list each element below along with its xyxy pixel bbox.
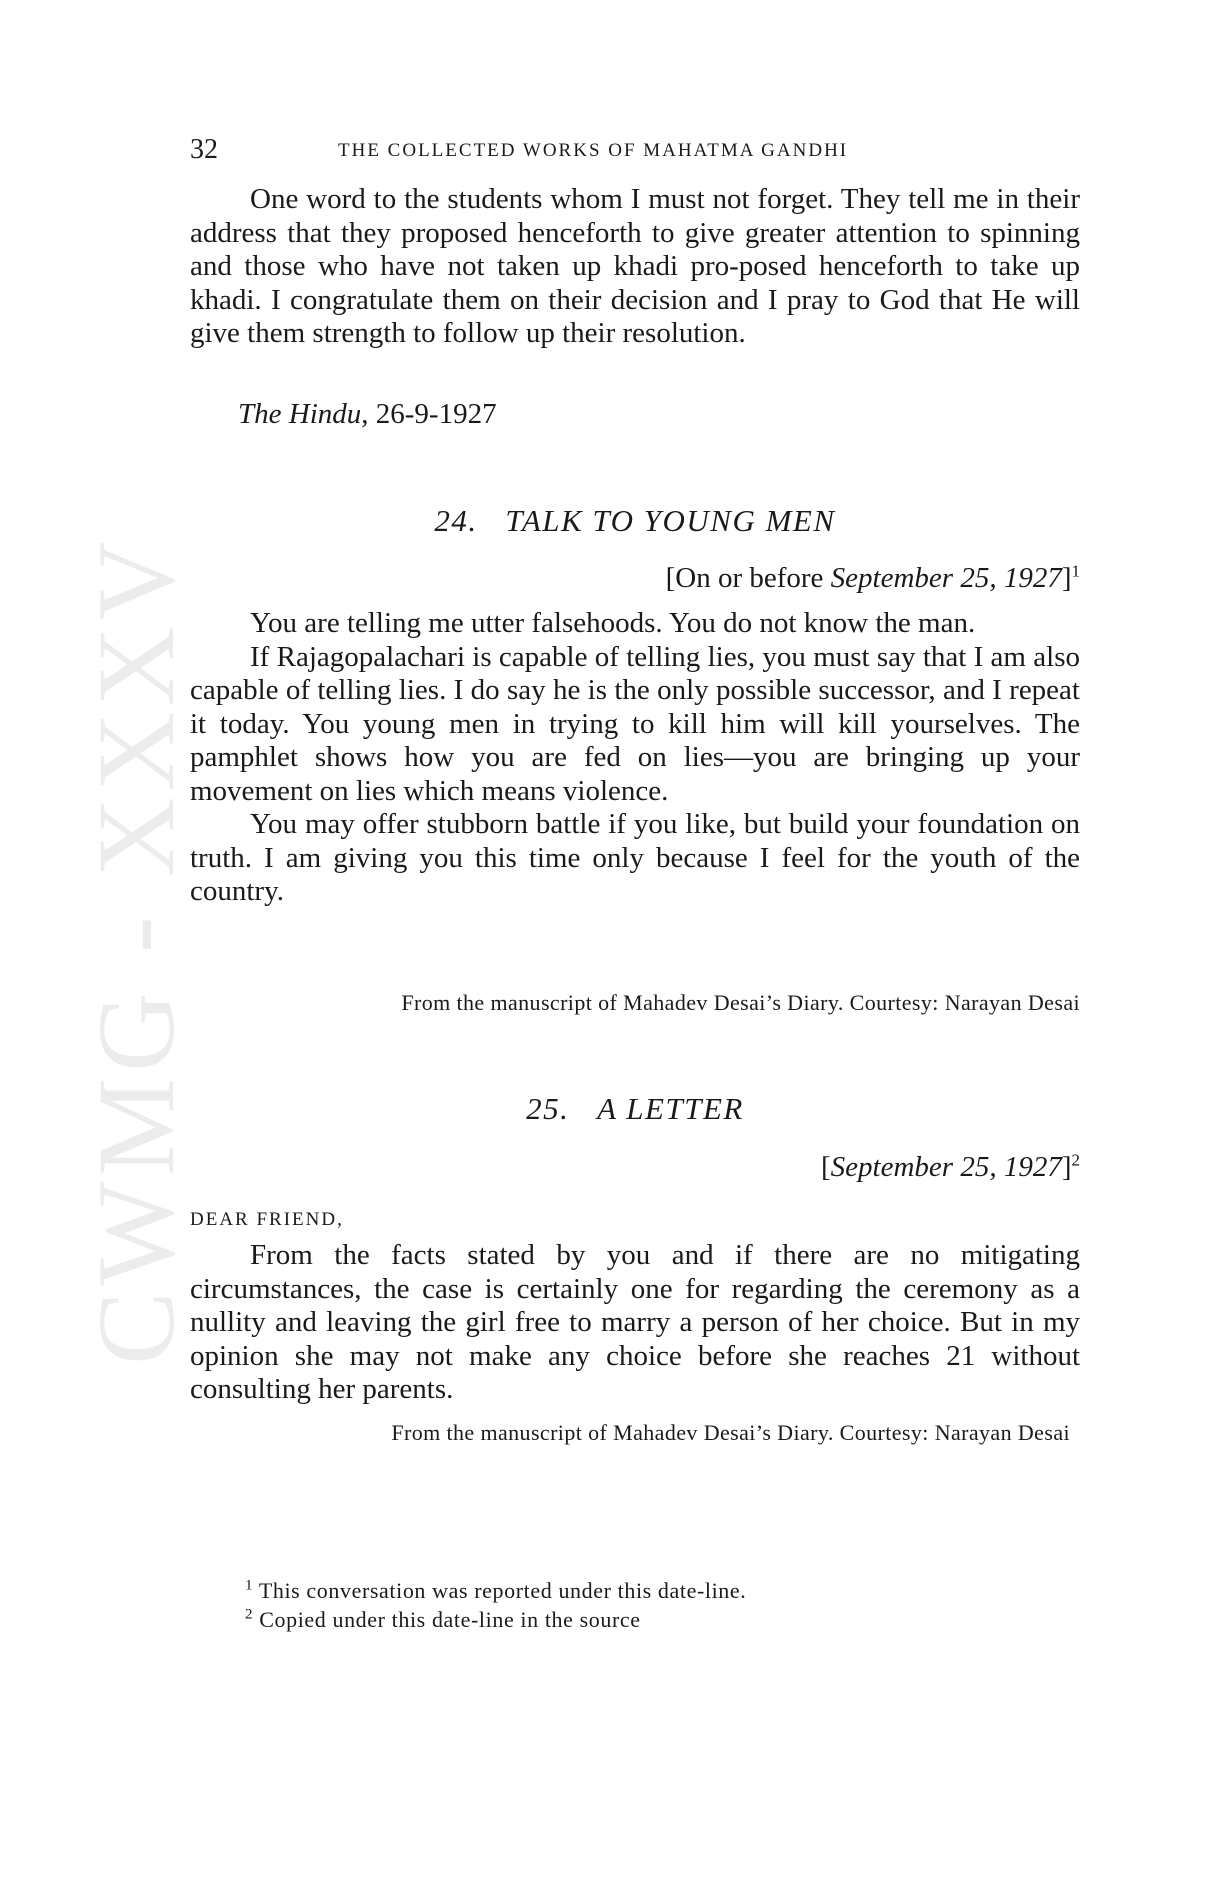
continuation-source <box>190 397 1128 431</box>
page-number: 32 <box>190 134 218 165</box>
paragraph: You may offer stubborn battle if you like, but build your foundation on truth. I am giving you this time only because I feel for the youth of the country. <box>190 808 1080 907</box>
section-25-body <box>190 1239 1080 1407</box>
footnote-2: $^2$ Copied under this date-line in the source <box>245 1606 641 1632</box>
section-25-dateline: [September 25, 1927]$^2$ <box>821 1150 1080 1183</box>
section-24-dateline: [On or before September 25, 1927]$^1$ <box>665 561 1080 594</box>
paragraph: If Rajagopalachari is capable of telling lies, you must say that I am also capable of telling lies. I do say he is the only possible successor, and I repeat it today. You young men in trying to kill him will kill yourselves. The pamphlet shows how you are fed on lies—you are bringing up your movement on lies which means violence. <box>190 640 1080 807</box>
book-title: THE COLLECTED WORKS OF MAHATMA GANDHI <box>338 140 849 161</box>
section-25-heading <box>190 1091 1080 1127</box>
paragraph: You are telling me utter falsehoods. You do not know the man. <box>250 607 976 639</box>
section-24-credit: From the manuscript of Mahadev Desai’s Diary. Courtesy: Narayan Desai <box>401 990 1080 1015</box>
section-25-date: September 25, 1927 <box>830 1151 1062 1183</box>
footnote-ref-2: 2 <box>1071 1150 1080 1170</box>
footnote-1: $^1$ This conversation was reported under this date-line. <box>245 1577 747 1603</box>
section-24-heading <box>190 503 1080 539</box>
continuation-paragraph: One word to the students whom I must not forget. They tell me in their address that they proposed henceforth to give greater attention to spinning and those who have not taken up khadi pro-posed henceforth to take up khadi. I congratulate them on their decision and I pray to God that He will give them strength to follow up their resolution. <box>190 183 1080 349</box>
continuation-block <box>190 183 1080 351</box>
source-title: The Hindu <box>238 398 362 430</box>
footnote-ref-1: 1 <box>1071 561 1080 581</box>
section-25-credit: From the manuscript of Mahadev Desai’s Diary. Courtesy: Narayan Desai <box>391 1420 1070 1445</box>
section-24-body <box>190 607 1080 909</box>
svg-text:CWMG - XXXV: CWMG - XXXV <box>75 535 197 1365</box>
paragraph: From the facts stated by you and if there are no mitigating circumstances, the case is certainly one for regarding the ceremony as a nullity and leaving the girl free to marry a person of her choice. But in my opinion she may not make any choice before she reaches 21 without consulting her parents. <box>190 1239 1080 1405</box>
salutation: DEAR FRIEND, <box>190 1209 344 1230</box>
section-25-title: A LETTER <box>597 1091 744 1126</box>
source-date: , 26-9-1927 <box>361 398 497 430</box>
footnotes <box>245 1576 1080 1634</box>
section-24-number: 24. <box>434 503 478 538</box>
section-24-title: TALK TO YOUNG MEN <box>505 503 836 538</box>
section-24-date: September 25, 1927 <box>830 562 1062 594</box>
running-head <box>190 134 1080 166</box>
section-25-number: 25. <box>526 1091 570 1126</box>
